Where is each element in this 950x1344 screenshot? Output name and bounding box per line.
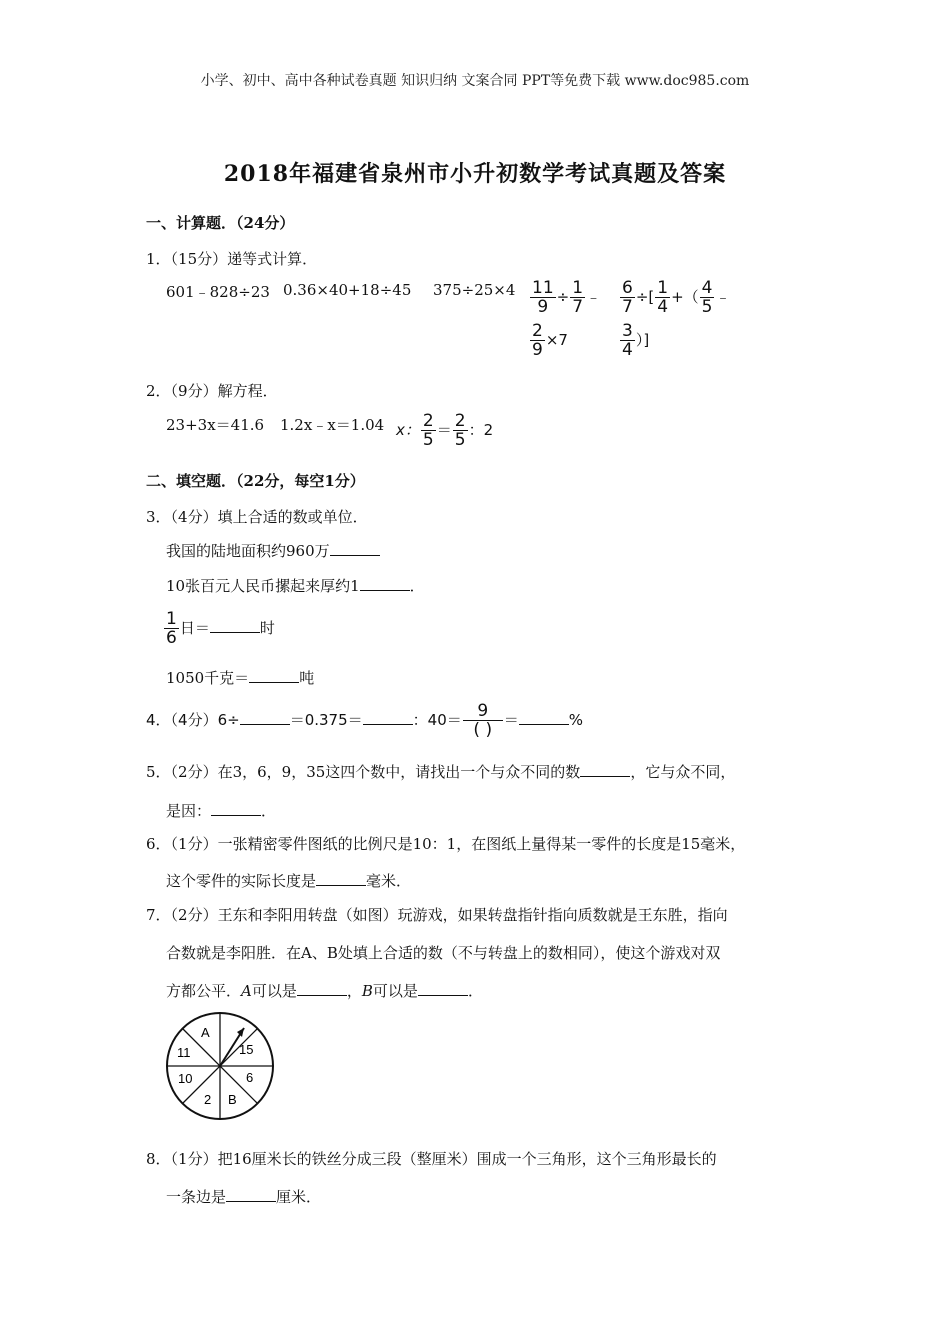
spinner-label-6: 6 bbox=[246, 1070, 254, 1085]
fraction: $\frac{6}{7}$ bbox=[622, 278, 633, 317]
answer-blank[interactable] bbox=[210, 618, 260, 633]
q1-expr-2: 0.36×40+18÷45 bbox=[283, 281, 412, 299]
answer-blank[interactable] bbox=[418, 981, 468, 996]
q5-line-1: 5．（2分）在3，6，9，35这四个数中，请找出一个与众不同的数 ，它与众不同， bbox=[146, 763, 736, 781]
spinner-label-a: A bbox=[201, 1025, 210, 1040]
q4-line: 4．（4分）6÷ ＝0.375＝ ：40＝ $\frac{9}{( )}$ ＝ % bbox=[146, 701, 584, 740]
spinner-label-11: 11 bbox=[177, 1045, 191, 1060]
answer-blank[interactable] bbox=[226, 1187, 276, 1202]
answer-blank[interactable] bbox=[580, 762, 630, 777]
fraction: $\frac{2}{9}$ bbox=[532, 321, 543, 360]
q6-line-1: 6．（1分）一张精密零件图纸的比例尺是10：1，在图纸上量得某一零件的长度是15毫米， bbox=[146, 835, 746, 853]
answer-blank[interactable] bbox=[363, 710, 413, 725]
spinner-label-b: B bbox=[228, 1092, 237, 1107]
q1-label: 1．（15分）递等式计算． bbox=[146, 250, 318, 268]
fraction: $\frac{4}{5}$ bbox=[701, 278, 713, 317]
answer-blank[interactable] bbox=[316, 871, 366, 886]
spinner-label-2: 2 bbox=[204, 1092, 212, 1107]
section-2-heading: 二、填空题．（22分，每空1分） bbox=[146, 472, 365, 490]
answer-blank[interactable] bbox=[240, 710, 290, 725]
q7-line-1: 7．（2分）王东和李阳用转盘（如图）玩游戏，如果转盘指针指向质数就是王东胜，指向 bbox=[146, 906, 728, 924]
fraction: $\frac{1}{6}$ bbox=[166, 609, 177, 648]
fraction: $\frac{1}{4}$ bbox=[657, 278, 669, 317]
q1-expr-5: $\frac{6}{7}$ ÷[ $\frac{1}{4}$ +（ $\frac{4}{5}$ ﹣ bbox=[622, 278, 731, 317]
spinner-label-15: 15 bbox=[239, 1042, 254, 1057]
q1-expr-4-cont: $\frac{2}{9}$ ×7 bbox=[532, 321, 568, 360]
q2-eq-1: 23+3x＝41.6 bbox=[166, 416, 265, 434]
answer-blank[interactable] bbox=[360, 576, 410, 591]
q3-line-4: 1050千克＝ 吨 bbox=[166, 669, 315, 687]
fraction: $\frac{2}{5}$ bbox=[422, 411, 434, 450]
spinner-label-10: 10 bbox=[178, 1071, 193, 1086]
fraction: $\frac{1}{7}$ bbox=[572, 278, 584, 317]
q7-line-3: 方都公平．A可以是 ，B可以是 ． bbox=[166, 982, 483, 1000]
q1-expr-3: 375÷25×4 bbox=[433, 281, 516, 299]
q3-label: 3．（4分）填上合适的数或单位． bbox=[146, 508, 368, 526]
q6-line-2: 这个零件的实际长度是 毫米． bbox=[166, 872, 412, 890]
q5-line-2: 是因： ． bbox=[166, 802, 277, 820]
fraction: $\frac{3}{4}$ bbox=[622, 321, 633, 360]
fraction: $\frac{2}{5}$ bbox=[454, 411, 466, 450]
answer-blank[interactable] bbox=[297, 981, 347, 996]
q3-line-3: $\frac{1}{6}$ 日＝ 时 bbox=[166, 609, 275, 648]
q2-eq-3: x： $\frac{2}{5}$ ＝ $\frac{2}{5}$ ：2 bbox=[396, 411, 494, 450]
header-banner: 小学、初中、高中各种试卷真题 知识归纳 文案合同 PPT等免费下载 www.doc985.com bbox=[200, 73, 750, 89]
answer-blank[interactable] bbox=[211, 801, 261, 816]
q2-label: 2．（9分）解方程． bbox=[146, 382, 278, 400]
page-title: 2018年福建省泉州市小升初数学考试真题及答案 bbox=[223, 161, 727, 187]
q8-line-1: 8．（1分）把16厘米长的铁丝分成三段（整厘米）围成一个三角形，这个三角形最长的 bbox=[146, 1150, 717, 1168]
spinner-diagram bbox=[164, 1010, 276, 1122]
q2-eq-2: 1.2x﹣x＝1.04 bbox=[280, 416, 385, 434]
q1-expr-1: 601﹣828÷23 bbox=[166, 283, 270, 301]
answer-blank[interactable] bbox=[519, 710, 569, 725]
q3-line-1: 我国的陆地面积约960万 bbox=[166, 540, 380, 561]
q1-expr-4: $\frac{11}{9}$ ÷ $\frac{1}{7}$ ﹣ bbox=[532, 278, 602, 317]
q8-line-2: 一条边是 厘米． bbox=[166, 1188, 322, 1206]
section-1-heading: 一、计算题．（24分） bbox=[146, 214, 295, 232]
q3-line-2: 10张百元人民币摞起来厚约1 ． bbox=[166, 577, 425, 595]
fraction: $\frac{9}{( )}$ bbox=[463, 702, 503, 739]
q7-line-2: 合数就是李阳胜．在A、B处填上合适的数（不与转盘上的数相同），使这个游戏对双 bbox=[166, 944, 721, 962]
q1-expr-5-cont: $\frac{3}{4}$ ）] bbox=[622, 321, 650, 360]
answer-blank[interactable] bbox=[249, 668, 299, 683]
answer-blank[interactable] bbox=[330, 541, 380, 556]
fraction: $\frac{11}{9}$ bbox=[532, 278, 554, 317]
